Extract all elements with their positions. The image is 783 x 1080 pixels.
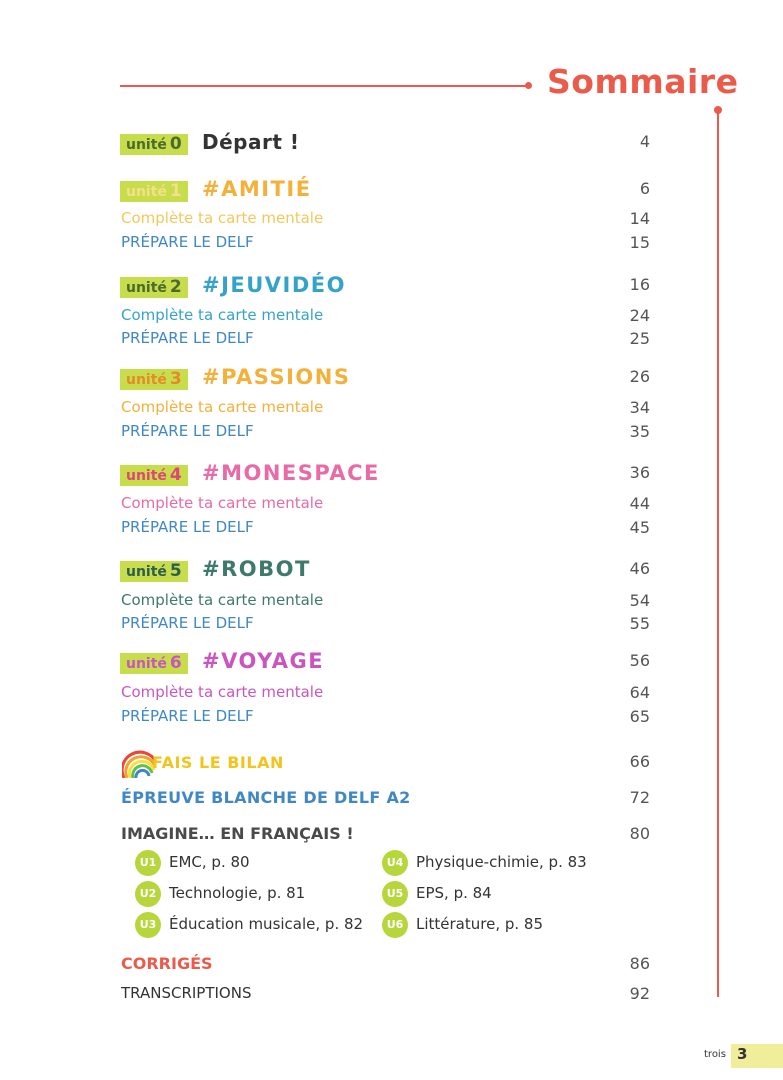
- entry-label: Complète ta carte mentale: [121, 683, 324, 701]
- entry-label: Complète ta carte mentale: [121, 591, 324, 609]
- entry-label: Complète ta carte mentale: [121, 209, 324, 227]
- toc-unit-4[interactable]: [120, 461, 650, 491]
- annex-label: Éducation musicale, p. 82: [169, 915, 364, 933]
- toc-entry-delf[interactable]: [120, 516, 650, 546]
- unit-title: #MONESPACE: [202, 461, 380, 485]
- toc-unit-1[interactable]: [120, 177, 650, 207]
- page-number: 4: [639, 132, 650, 151]
- side-rule: [717, 110, 719, 997]
- entry-label: ÉPREUVE BLANCHE DE DELF A2: [121, 788, 411, 807]
- page-number: 86: [629, 954, 650, 973]
- page-number: 26: [629, 367, 650, 386]
- entry-label: Complète ta carte mentale: [121, 398, 324, 416]
- unit-badge: unité 6: [120, 653, 188, 674]
- u3-badge-icon: U3: [135, 912, 161, 938]
- page-number: 25: [629, 329, 650, 348]
- entry-label: PRÉPARE LE DELF: [121, 707, 254, 725]
- toc-unit-3[interactable]: [120, 365, 650, 395]
- unit-badge: unité 3: [120, 369, 188, 390]
- page-number: 44: [629, 494, 650, 513]
- annex-label: EMC, p. 80: [169, 853, 250, 871]
- toc-entry-delf[interactable]: [120, 327, 650, 357]
- toc-corriges[interactable]: [120, 952, 650, 982]
- entry-label: PRÉPARE LE DELF: [121, 422, 254, 440]
- page-number: 15: [629, 233, 650, 252]
- page-number: 72: [629, 788, 650, 807]
- page-number: 16: [629, 275, 650, 294]
- unit-title: #PASSIONS: [202, 365, 351, 389]
- unit-badge: unité 4: [120, 465, 188, 486]
- entry-label: PRÉPARE LE DELF: [121, 233, 254, 251]
- toc-epreuve[interactable]: [120, 786, 650, 816]
- toc-entry-delf[interactable]: [120, 231, 650, 261]
- entry-label: Complète ta carte mentale: [121, 306, 324, 324]
- page-number: 34: [629, 398, 650, 417]
- annex-label: Littérature, p. 85: [416, 915, 544, 933]
- unit-title: #ROBOT: [202, 557, 311, 581]
- page-number: 6: [639, 179, 650, 198]
- page-number: 65: [629, 707, 650, 726]
- toc-unit-0[interactable]: [120, 130, 650, 160]
- toc-entry-delf[interactable]: [120, 705, 650, 735]
- annex-label: EPS, p. 84: [416, 884, 492, 902]
- toc-unit-2[interactable]: [120, 273, 650, 303]
- unit-badge: unité 0: [120, 134, 188, 155]
- entry-label: TRANSCRIPTIONS: [121, 984, 252, 1002]
- page-number: 54: [629, 591, 650, 610]
- entry-label: PRÉPARE LE DELF: [121, 329, 254, 347]
- entry-label: IMAGINE… EN FRANÇAIS !: [121, 824, 354, 843]
- page-number: 92: [629, 984, 650, 1003]
- toc-unit-6[interactable]: [120, 649, 650, 679]
- toc-entry-delf[interactable]: [120, 612, 650, 642]
- u5-badge-icon: U5: [382, 881, 408, 907]
- page-number: 46: [629, 559, 650, 578]
- header-rule-dot: [525, 82, 532, 89]
- page-number-footer: 3: [737, 1045, 748, 1063]
- u4-badge-icon: U4: [382, 850, 408, 876]
- page-number: 45: [629, 518, 650, 537]
- entry-label: CORRIGÉS: [121, 954, 213, 973]
- unit-badge: unité 2: [120, 277, 188, 298]
- u2-badge-icon: U2: [135, 881, 161, 907]
- page-number: 80: [629, 824, 650, 843]
- u1-badge-icon: U1: [135, 850, 161, 876]
- page-word: trois: [704, 1049, 726, 1060]
- unit-badge: unité 5: [120, 561, 188, 582]
- entry-label: Complète ta carte mentale: [121, 494, 324, 512]
- entry-label: FAIS LE BILAN: [152, 753, 284, 772]
- page-number: 56: [629, 651, 650, 670]
- page-title: Sommaire: [547, 62, 739, 101]
- annex-label: Physique-chimie, p. 83: [416, 853, 587, 871]
- u6-badge-icon: U6: [382, 912, 408, 938]
- unit-title: Départ !: [202, 130, 300, 154]
- entry-label: PRÉPARE LE DELF: [121, 614, 254, 632]
- annex-label: Technologie, p. 81: [169, 884, 306, 902]
- unit-title: #JEUVIDÉO: [202, 273, 347, 297]
- header-rule: [120, 85, 527, 87]
- page-number: 66: [629, 752, 650, 771]
- unit-title: #AMITIÉ: [202, 177, 312, 201]
- page-number: 35: [629, 422, 650, 441]
- toc-imagine[interactable]: [120, 822, 650, 852]
- page-number: 24: [629, 306, 650, 325]
- toc-entry-delf[interactable]: [120, 420, 650, 450]
- entry-label: PRÉPARE LE DELF: [121, 518, 254, 536]
- toc-bilan[interactable]: [120, 750, 650, 780]
- page-number: 36: [629, 463, 650, 482]
- page-number: 14: [629, 209, 650, 228]
- page-number: 64: [629, 683, 650, 702]
- unit-badge: unité 1: [120, 181, 188, 202]
- unit-title: #VOYAGE: [202, 649, 325, 673]
- page-number: 55: [629, 614, 650, 633]
- toc-transcriptions[interactable]: [120, 982, 650, 1012]
- toc-unit-5[interactable]: [120, 557, 650, 587]
